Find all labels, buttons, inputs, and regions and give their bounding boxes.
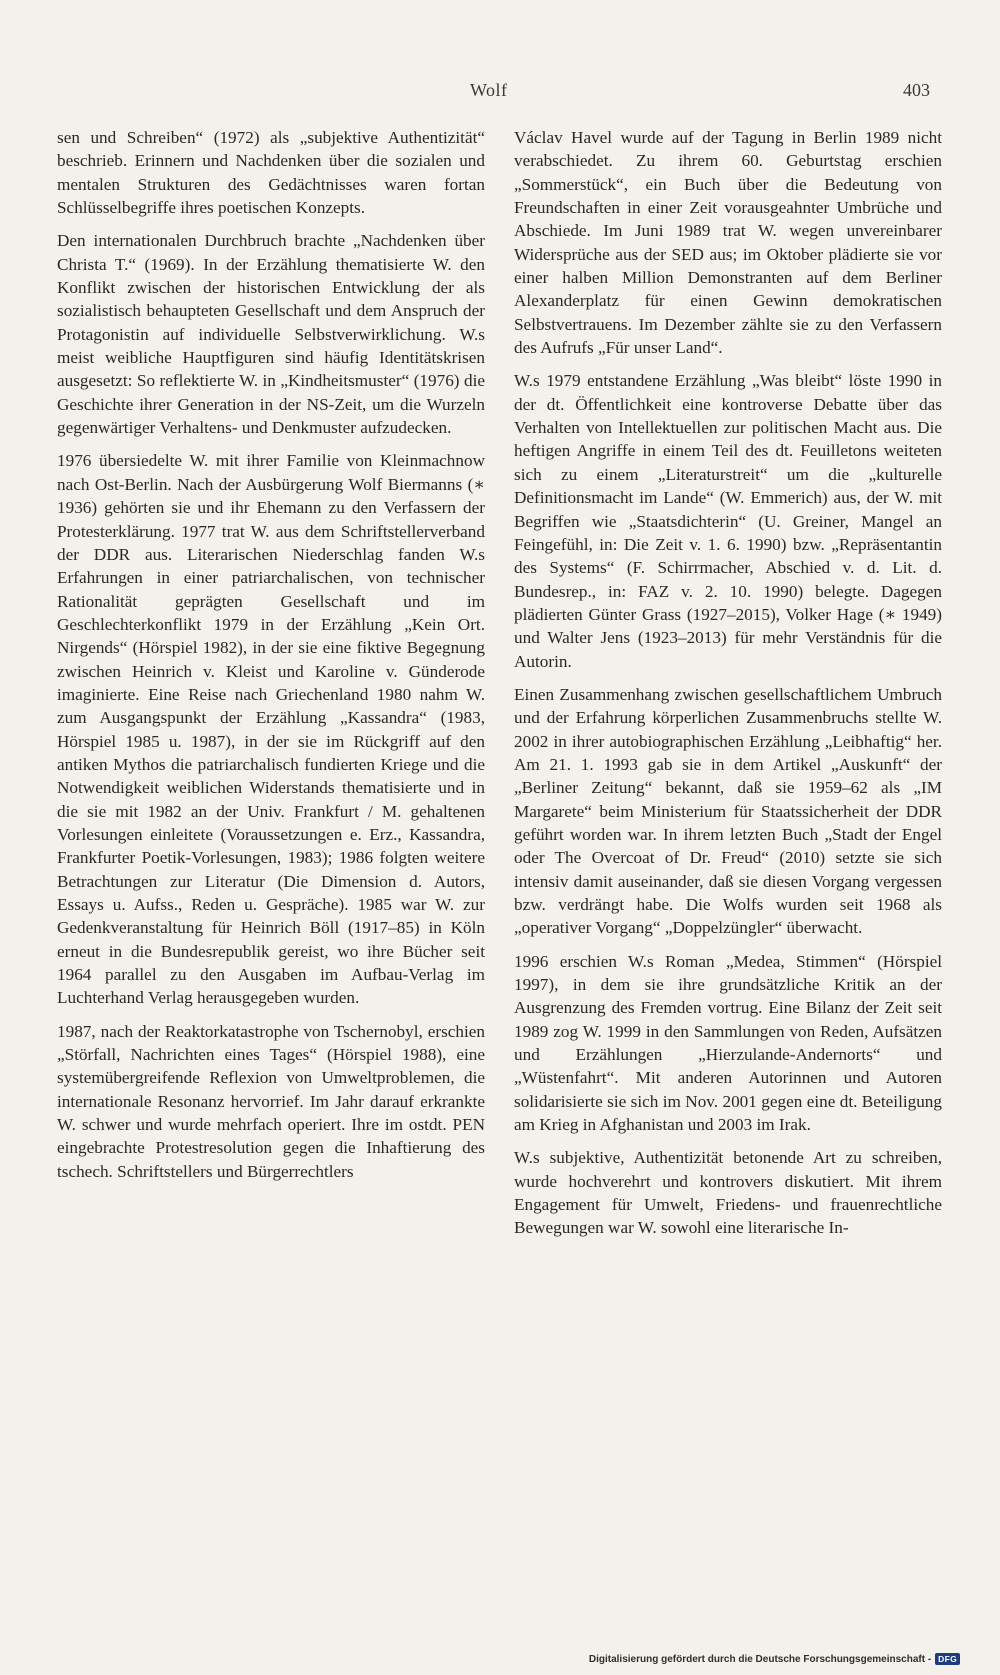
- paragraph: Václav Havel wurde auf der Tagung in Berlin 1989 nicht verabschiedet. Zu ihrem 60. Geburtstag erschien „Sommerstück“, ein Buch über die Bedeutung von Freundschaften in einer Zeit vorausgeahnter Umbrüche und Abschiede. Im Juni 1989 trat W. wegen unvereinbarer Widersprüche aus der SED aus; im Oktober plädierte sie vor einer halben Million Demonstranten auf dem Berliner Alexanderplatz für einen Gewinn demokratischen Selbstvertrauens. Im Dezember zählte sie zu den Verfassern des Aufrufs „Für unser Land“.: [514, 128, 942, 358]
- paragraph: 1996 erschien W.s Roman „Medea, Stimmen“ (Hörspiel 1997), in dem sie ihre grundsätzliche Kritik an der Ausgrenzung des Fremden vortrug. Eine Bilanz der Zeit seit 1989 zog W. 1999 in den Sammlungen von Reden, Aufsätzen und Erzählungen „Hierzulande-Andernorts“ und „Wüstenfahrt“. Mit anderen Autorinnen und Autoren solidarisierte sie sich im Nov. 2001 gegen eine dt. Beteiligung am Krieg in Afghanistan und 2003 im Irak.: [514, 951, 942, 1135]
- paragraph: Den internationalen Durchbruch brachte „Nachdenken über Christa T.“ (1969). In der Erzählung thematisierte W. den Konflikt zwischen der historischen Entwicklung der als sozialistisch behaupteten Gesellschaft und dem Anspruch der Protagonistin auf individuelle Selbstverwirklichung. W.s meist weibliche Hauptfiguren sind häufig Identitätskrisen ausgesetzt: So reflektierte W. in „Kindheitsmuster“ (1976) die Geschichte ihrer Generation in der NS-Zeit, um die Wurzeln gegenwärtiger Verhaltens- und Denkmuster aufzudecken.: [57, 231, 485, 438]
- paragraph: Einen Zusammenhang zwischen gesellschaftlichem Umbruch und der Erfahrung körperlichen Zusammenbruchs stellte W. 2002 in ihrer autobiographischen Erzählung „Leibhaftig“ her. Am 21. 1. 1993 gab sie in dem Artikel „Auskunft“ der „Berliner Zeitung“ bekannt, daß sie 1959–62 als „IM Margarete“ beim Ministerium für Staatssicherheit der DDR geführt worden war. In ihrem letzten Buch „Stadt der Engel oder The Overcoat of Dr. Freud“ (2010) setzte sie sich intensiv damit auseinander, daß sie diesen Vorgang vergessen bzw. verdrängt habe. Die Wolfs wurden seit 1968 als „operativer Vorgang“ „Doppelzüngler“ überwacht.: [514, 684, 942, 938]
- paragraph: 1987, nach der Reaktorkatastrophe von Tschernobyl, erschien „Störfall, Nachrichten eines Tages“ (Hörspiel 1988), eine systemübergreifende Reflexion von Umweltproblemen, die internationale Resonanz hervorrief. Im Jahr darauf erkrankte W. schwer und wurde mehrfach operiert. Ihre im ostdt. PEN eingebrachte Protestresolution gegen die Inhaftierung des tschech. Schriftstellers und Bürgerrechtlers: [57, 1021, 485, 1181]
- running-head: Wolf: [470, 80, 508, 100]
- dfg-logo: DFG: [935, 1653, 960, 1665]
- credit-text: Digitalisierung gefördert durch die Deutsche Forschungsgemeinschaft -: [588, 1653, 932, 1665]
- right-column: [514, 126, 942, 1250]
- paragraph: 1976 übersiedelte W. mit ihrer Familie von Kleinmachnow nach Ost-Berlin. Nach der Ausbürgerung Wolf Biermanns (∗ 1936) gehörten sie und ihr Ehemann zu den Verfassern der Protesterklärung. 1977 trat W. aus dem Schriftstellerverband der DDR aus. Literarischen Niederschlag fanden W.s Erfahrungen in einer patriarchalischen, von technischer Rationalität geprägten Gesellschaft und im Geschlechterkonflikt 1979 in der Erzählung „Kein Ort. Nirgends“ (Hörspiel 1982), in der sie eine fiktive Begegnung zwischen Heinrich v. Kleist und Karoline v. Günderode imaginierte. Eine Reise nach Griechenland 1980 nahm W. zum Ausgangspunkt der Erzählung „Kassandra“ (1983, Hörspiel 1985 u. 1987), in der sie im Rückgriff auf den antiken Mythos die patriarchalisch fundierten Kriege und die Notwendigkeit weiblichen Widerstands thematisierte und in die sie mit 1982 an der Univ. Frankfurt / M. gehaltenen Vorlesungen einleitete (Voraussetzungen e. Erz., Kassandra, Frankfurter Poetik-Vorlesungen, 1983); 1986 folgten weitere Betrachtungen zur Literatur (Die Dimension d. Autors, Essays u. Aufss., Reden u. Gespräche). 1985 war W. zur Gedenkveranstaltung für Heinrich Böll (1917–85) in Köln erneut in die Bundesrepublik gereist, wo ihre Bücher seit 1964 parallel zu den Ausgaben im Aufbau-Verlag im Luchterhand Verlag herausgegeben wurden.: [57, 451, 485, 1008]
- left-column: [57, 126, 485, 1193]
- paragraph: W.s subjektive, Authentizität betonende Art zu schreiben, wurde hochverehrt und kontrovers diskutiert. Mit ihrem Engagement für Umwelt, Friedens- und frauenrechtliche Bewegungen war W. sowohl eine literarische In-: [514, 1148, 942, 1238]
- digitization-credit: [589, 1653, 960, 1665]
- paragraph: W.s 1979 entstandene Erzählung „Was bleibt“ löste 1990 in der dt. Öffentlichkeit eine kontroverse Debatte über das Verhalten von Intellektuellen zur politischen Macht aus. Die heftigen Angriffe in einem Teil des dt. Feuilletons weiteten sich zu einem „Literaturstreit“ um die „kulturelle Definitionsmacht im Lande“ (W. Emmerich) aus, der W. mit Begriffen wie „Staatsdichterin“ (U. Greiner, Mangel an Feingefühl, in: Die Zeit v. 1. 6. 1990) bzw. „Repräsentantin des Systems“ (F. Schirrmacher, Abschied v. d. Lit. d. Bundesrep., in: FAZ v. 2. 10. 1990) belegte. Dagegen plädierten Günter Grass (1927–2015), Volker Hage (∗ 1949) und Walter Jens (1923–2013) für mehr Verständnis für die Autorin.: [514, 371, 942, 671]
- page-number: 403: [903, 80, 930, 100]
- paragraph: sen und Schreiben“ (1972) als „subjektive Authentizität“ beschrieb. Erinnern und Nachdenken über die sozialen und mentalen Strukturen des Gedächtnisses waren fortan Schlüsselbegriffe ihres poetischen Konzepts.: [57, 128, 485, 218]
